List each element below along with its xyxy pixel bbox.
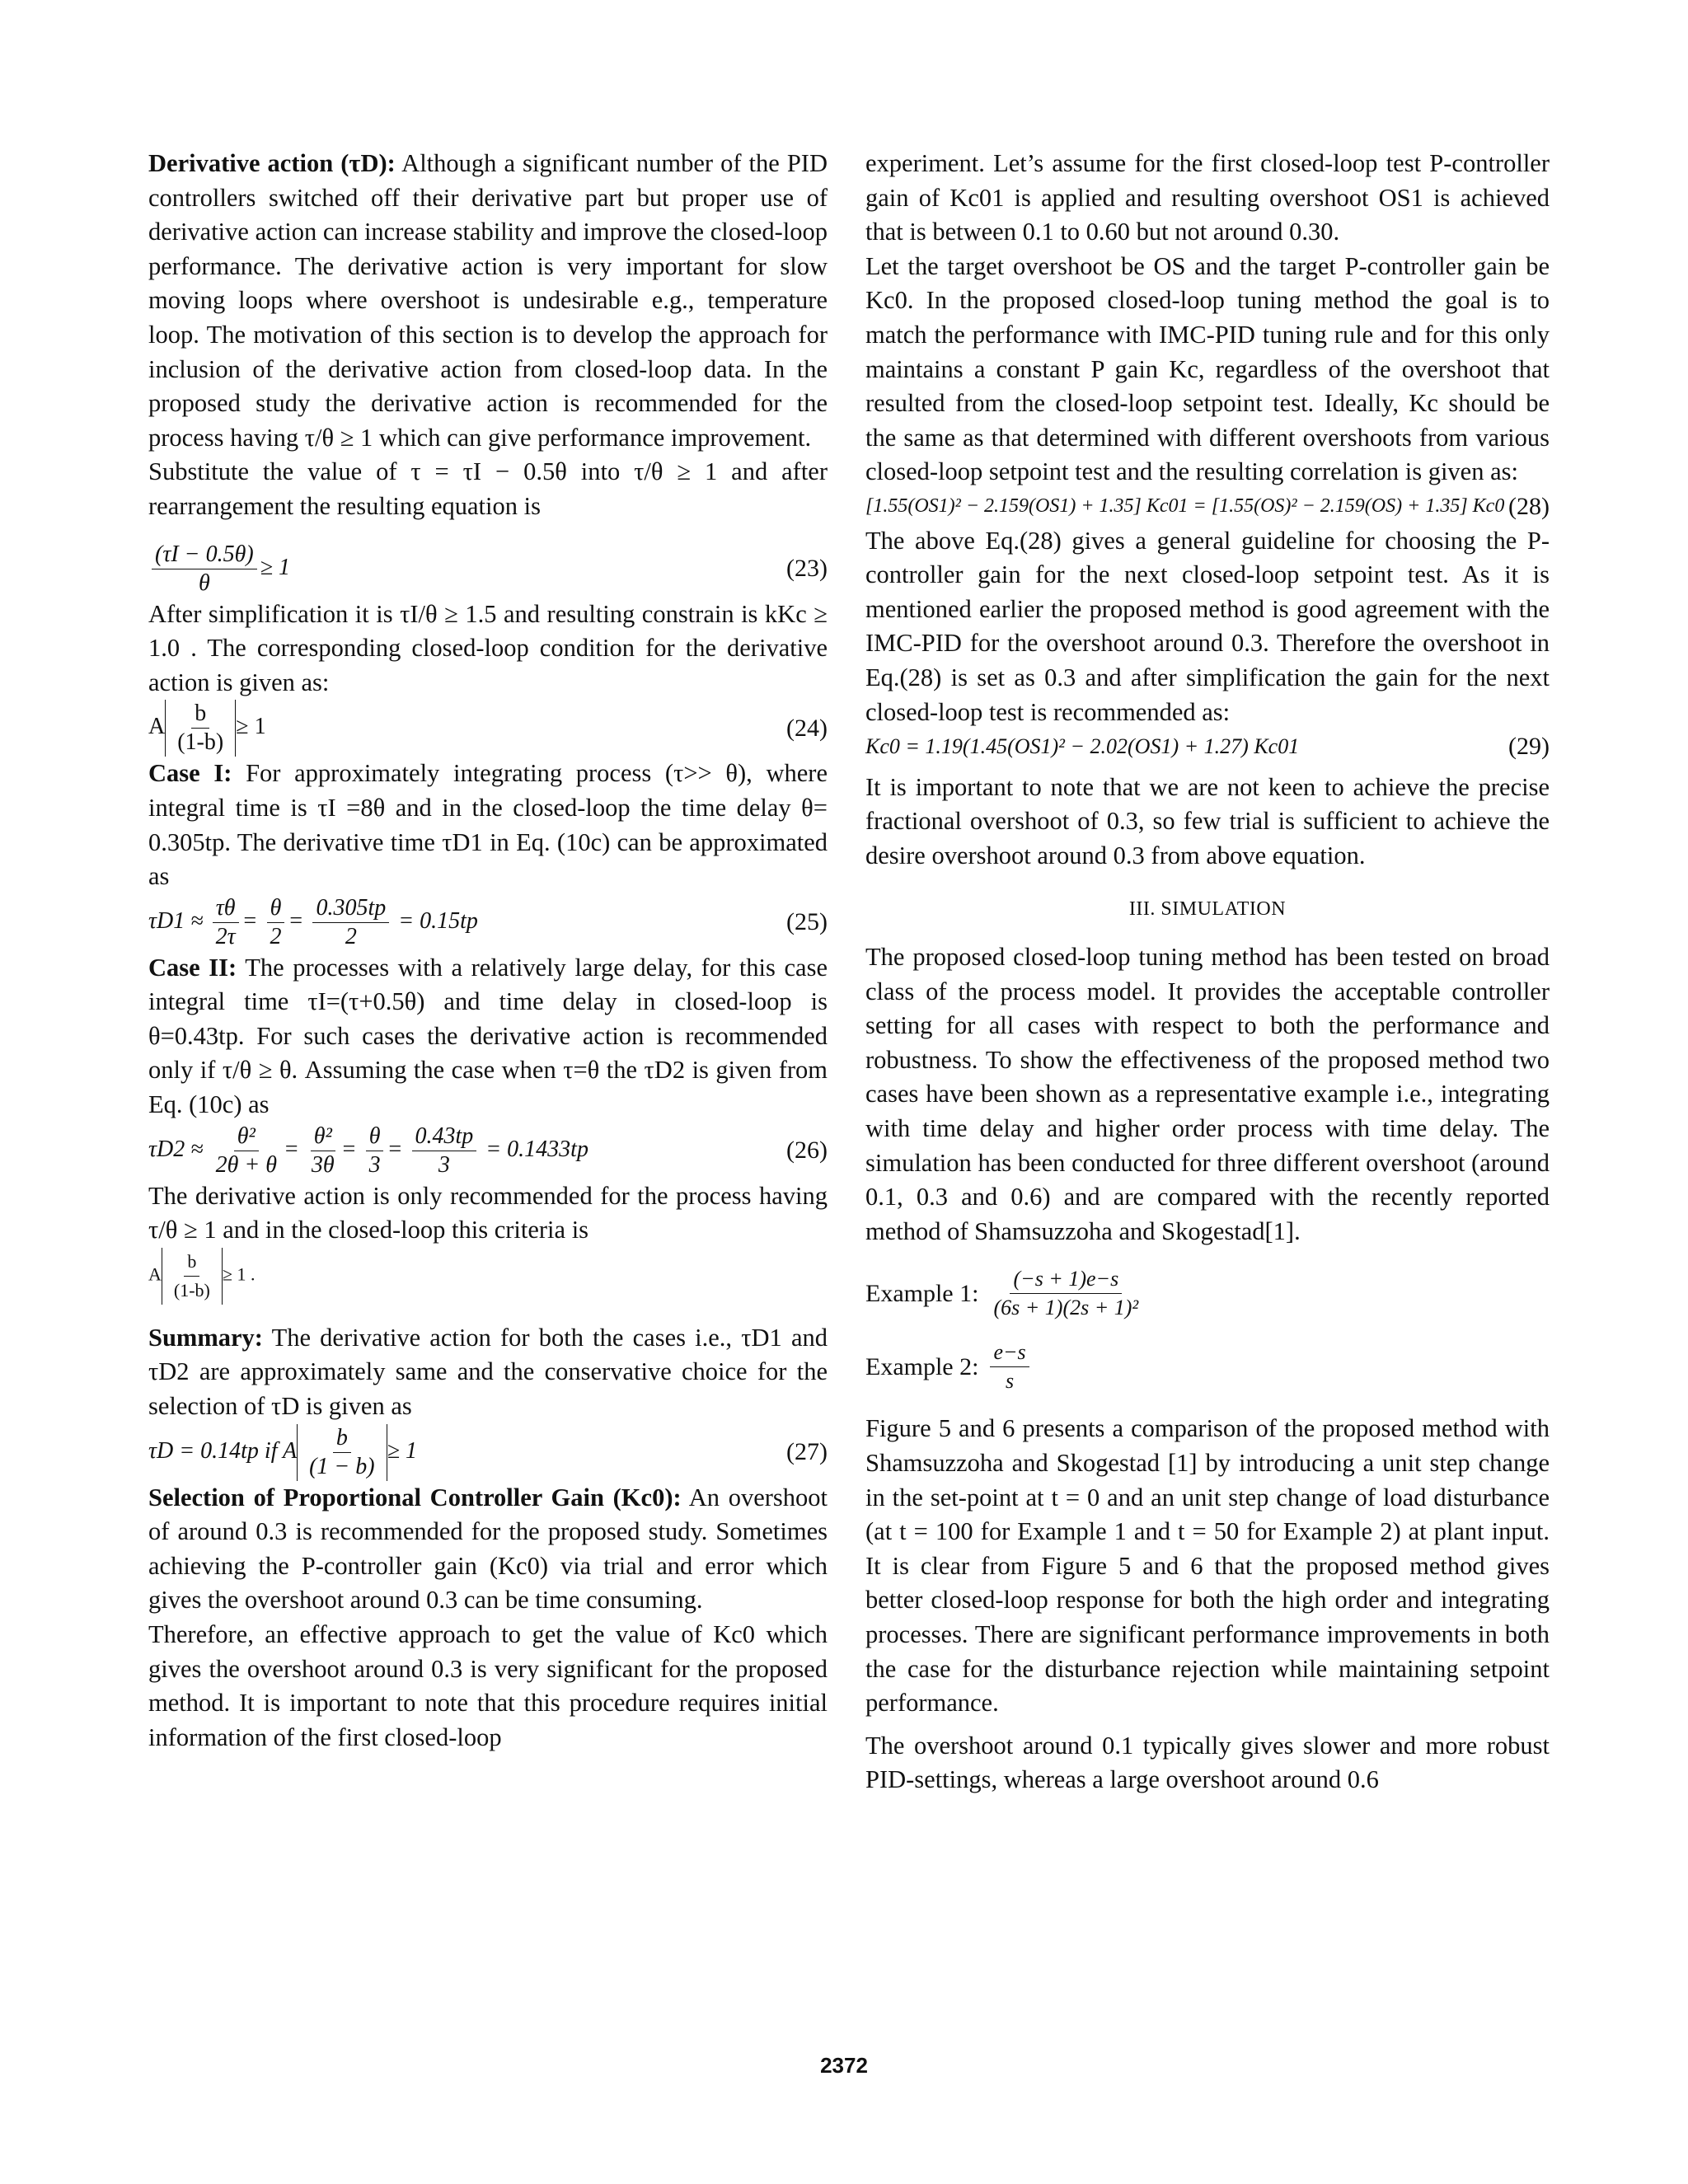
page-number: 2372 <box>820 2053 868 2078</box>
equation-24: A $\frac{b}{(1-b)}$ ≥ 1 (24) <box>148 701 828 756</box>
left-column <box>148 147 828 1755</box>
case1-paragraph: Case I: For approximately integrating process (τ>> θ), where integral time is τI =8θ and in the closed-loop the time delay θ= 0.305tp. The derivative time τD1 in Eq. (10c) can be approximated as <box>148 759 828 891</box>
guideline-paragraph: The above Eq.(28) gives a general guideline for choosing the P-controller gain for the next closed-loop setpoint test. As it is mentioned earlier the proposed method is good agreement with the IMC-PID for the overshoot around 0.3. Therefore the overshoot in Eq.(28) is set as 0.3 and after simplification the gain for the next closed-loop test is recommended as: <box>865 526 1550 726</box>
derivative-paragraph: Derivative action (τD): Although a significant number of the PID controllers switched off their derivative part but proper use of derivative action can increase stability and improve the closed-loop performance. The derivative action is very important for slow moving loops where overshoot is undesirable e.g., temperature loop. The motivation of this section is to develop the approach for inclusion of the derivative action from closed-loop data. In the proposed study the derivative action is recommended for the process having τ/θ ≥ 1 which can give performance improvement. <box>148 149 828 452</box>
example-1: Example 1: $\frac{(-s + 1)e-s}{\text{(6s + 1)(2s + 1)²}}$ <box>865 1267 1139 1320</box>
right-column <box>865 147 1550 1797</box>
equation-28: [1.55(OS1)² − 2.159(OS1) + 1.35] Kc01 = [1.55(OS)² − 2.159(OS) + 1.35] Kc0 (28) <box>865 492 1550 520</box>
summary-paragraph: Summary: The derivative action for both the cases i.e., τD1 and τD2 are approximately same and the conservative choice for the selection of τD is given as <box>148 1323 828 1421</box>
example-2: Example 2: $\frac{e-s}{s}$ <box>865 1338 1550 1395</box>
equation-number: (23) <box>786 555 828 583</box>
comparison-paragraph: Figure 5 and 6 presents a comparison of the proposed method with Shamsuzzoha and Skogestad [1] by introducing a unit step change in the set-point at t = 0 and an unit step change of load disturbance (at t = 100 for Example 1 and t = 50 for Example 2) at plant input. It is clear from Figure 5 and 6 that the proposed method gives better closed-loop response for both the high order and integrating processes. There are significant performance improvements in both the case for the disturbance rejection while maintaining setpoint performance. <box>865 1414 1550 1718</box>
simulation-paragraph: The proposed closed-loop tuning method has been tested on broad class of the process model. It provides the acceptable controller setting for all cases with respect to both the performance and robustness. To show the effectiveness of the proposed method two cases have been shown as a representative example i.e., integrating with time delay and higher order process with time delay. The simulation has been conducted for three different overshoot (around 0.1, 0.3 and 0.6) and are compared with the recently reported method of Shamsuzzoha and Skogestad[1]. <box>865 943 1550 1245</box>
case1-heading: Case I: <box>148 759 232 788</box>
simplification-paragraph: After simplification it is τI/θ ≥ 1.5 and resulting constrain is kKc ≥ 1.0 . The corresponding closed-loop condition for the derivative action is given as: <box>148 599 828 696</box>
experiment-paragraph: experiment. Let’s assume for the first closed-loop test P-controller gain of Kc01 is applied and resulting overshoot OS1 is achieved that is between 0.1 to 0.60 but not around 0.30. <box>865 149 1550 246</box>
selection-heading: Selection of Proportional Controller Gain (Kc0): <box>148 1483 682 1511</box>
case2-paragraph: Case II: The processes with a relatively large delay, for this case integral time τI=(τ+0.5θ) and time delay in closed-loop is θ=0.43tp. For such cases the derivative action is recommended only if τ/θ ≥ θ. Assuming the case when τ=θ the τD2 is given from Eq. (10c) as <box>148 953 828 1119</box>
equation-27: τD = 0.14tp if A $\frac{b}{(1 - b)}$ ≥ 1 (27) <box>148 1424 828 1479</box>
equation-29: Kc0 = 1.19(1.45(OS1)² − 2.02(OS1) + 1.27) Kc01 (29) <box>865 733 1550 761</box>
substitute-paragraph: Substitute the value of τ = τI − 0.5θ into τ/θ ≥ 1 and after rearrangement the resulting equation is <box>148 457 828 520</box>
section-heading: III. SIMULATION <box>1128 898 1287 921</box>
target-overshoot-paragraph: Let the target overshoot be OS and the target P-controller gain be Kc0. In the proposed closed-loop tuning method the goal is to match the performance with IMC-PID tuning rule and for this only maintains a constant P gain Kc, regardless of the overshoot that resulted from the closed-loop setpoint test. Ideally, Kc should be the same as that determined with different overshoots from various closed-loop setpoint test and the resulting correlation is given as: <box>865 251 1550 486</box>
derivative-heading: Derivative action (τD): <box>148 149 396 177</box>
summary-heading: Summary: <box>148 1323 263 1352</box>
equation-25: τD1 ≈ $\frac{\tau\theta}{2\tau}$ = $\frac{\theta}{2}$ = $\frac{0.305tp}{2}$ = 0.15tp (25) <box>148 894 828 949</box>
criteria-expression: A $\frac{b}{(1-b)}$ ≥ 1 . <box>148 1248 828 1305</box>
case2-heading: Case II: <box>148 953 237 982</box>
therefore-paragraph: Therefore, an effective approach to get the value of Kc0 which gives the overshoot around 0.3 is very significant for the proposed method. It is important to note that this procedure requires initial information of the first closed-loop <box>148 1620 828 1751</box>
equation-26: τD2 ≈ $\frac{\text{θ²}}{2\theta + \theta}$ = $\frac{\text{θ²}}{3\theta}$ = $\frac{\theta}{3}$ = $\frac{0.43tp}{3}$ = 0.1433tp (26) <box>148 1122 828 1178</box>
keen-paragraph: It is important to note that we are not keen to achieve the precise fractional overshoot of 0.3, so few trial is sufficient to achieve the desire overshoot around 0.3 from above equation. <box>865 772 1550 869</box>
equation-23: $\frac{(\tau I - 0.5\theta)}{\theta}$ ≥ 1 (23) <box>148 541 828 598</box>
overshoot-paragraph: The overshoot around 0.1 typically gives slower and more robust PID-settings, whereas a large overshoot around 0.6 <box>865 1731 1550 1794</box>
selection-paragraph: Selection of Proportional Controller Gain (Kc0): An overshoot of around 0.3 is recommended for the proposed study. Sometimes achieving the P-controller gain (Kc0) via trial and error which gives the overshoot around 0.3 can be time consuming. <box>148 1483 828 1615</box>
recommendation-paragraph: The derivative action is only recommended for the process having τ/θ ≥ 1 and in the closed-loop this criteria is <box>148 1181 828 1244</box>
